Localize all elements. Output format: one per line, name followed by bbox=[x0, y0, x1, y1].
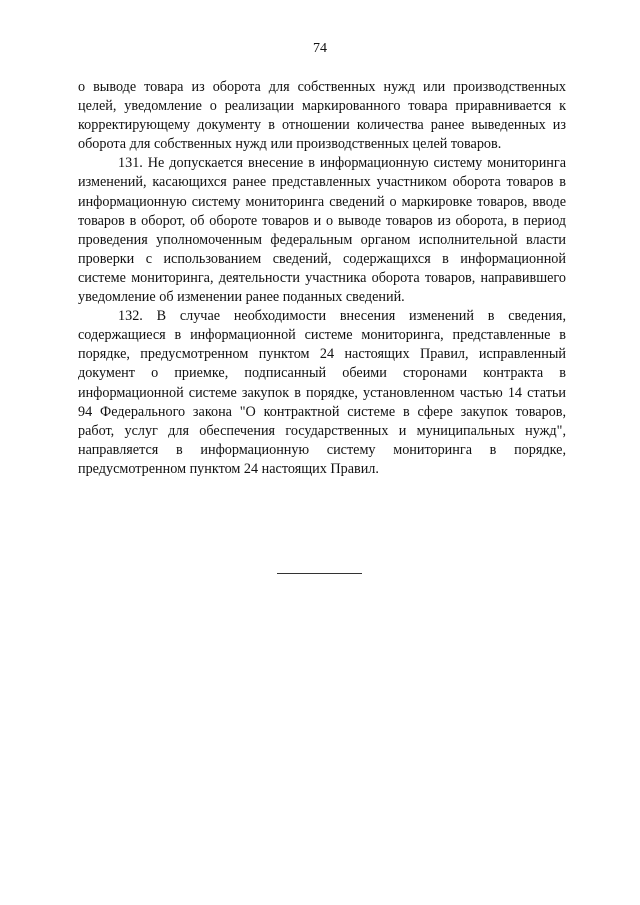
document-body bbox=[78, 78, 566, 479]
paragraph-132: 132. В случае необходимости внесения изменений в сведения, содержащиеся в информационной системе мониторинга, представленные в порядке, предусмотренном пунктом 24 настоящих Правил, исправленный документ о приемке, подписанный обеими сторонами контракта в информационной системе закупок в порядке, установленном частью 14 статьи 94 Федерального закона "О контрактной системе в сфере закупок товаров, работ, услуг для обеспечения государственных и муниципальных нужд", направляется в информационную систему мониторинга в порядке, предусмотренном пунктом 24 настоящих Правил. bbox=[78, 308, 566, 477]
paragraph-continuation: о выводе товара из оборота для собственных нужд или производственных целей, уведомление о реализации маркированного товара приравнивается к корректирующему документу в отношении количества ранее выведенных из оборота для собственных нужд или производственных целей товаров. bbox=[78, 79, 566, 153]
end-separator-line bbox=[277, 573, 362, 574]
page-number: 74 bbox=[313, 41, 327, 56]
paragraph-131: 131. Не допускается внесение в информационную систему мониторинга изменений, касающихся ранее представленных участником оборота товаров в информационную систему мониторинга сведений о маркировке товаров, вводе товаров в оборот, об обороте товаров и о выводе товаров из оборота, в период проведения уполномоченным федеральным органом исполнительной власти проверки с использованием сведений, содержащихся в информационной системе мониторинга, деятельности участника оборота товаров, направившего уведомление об изменении ранее поданных сведений. bbox=[78, 155, 566, 306]
